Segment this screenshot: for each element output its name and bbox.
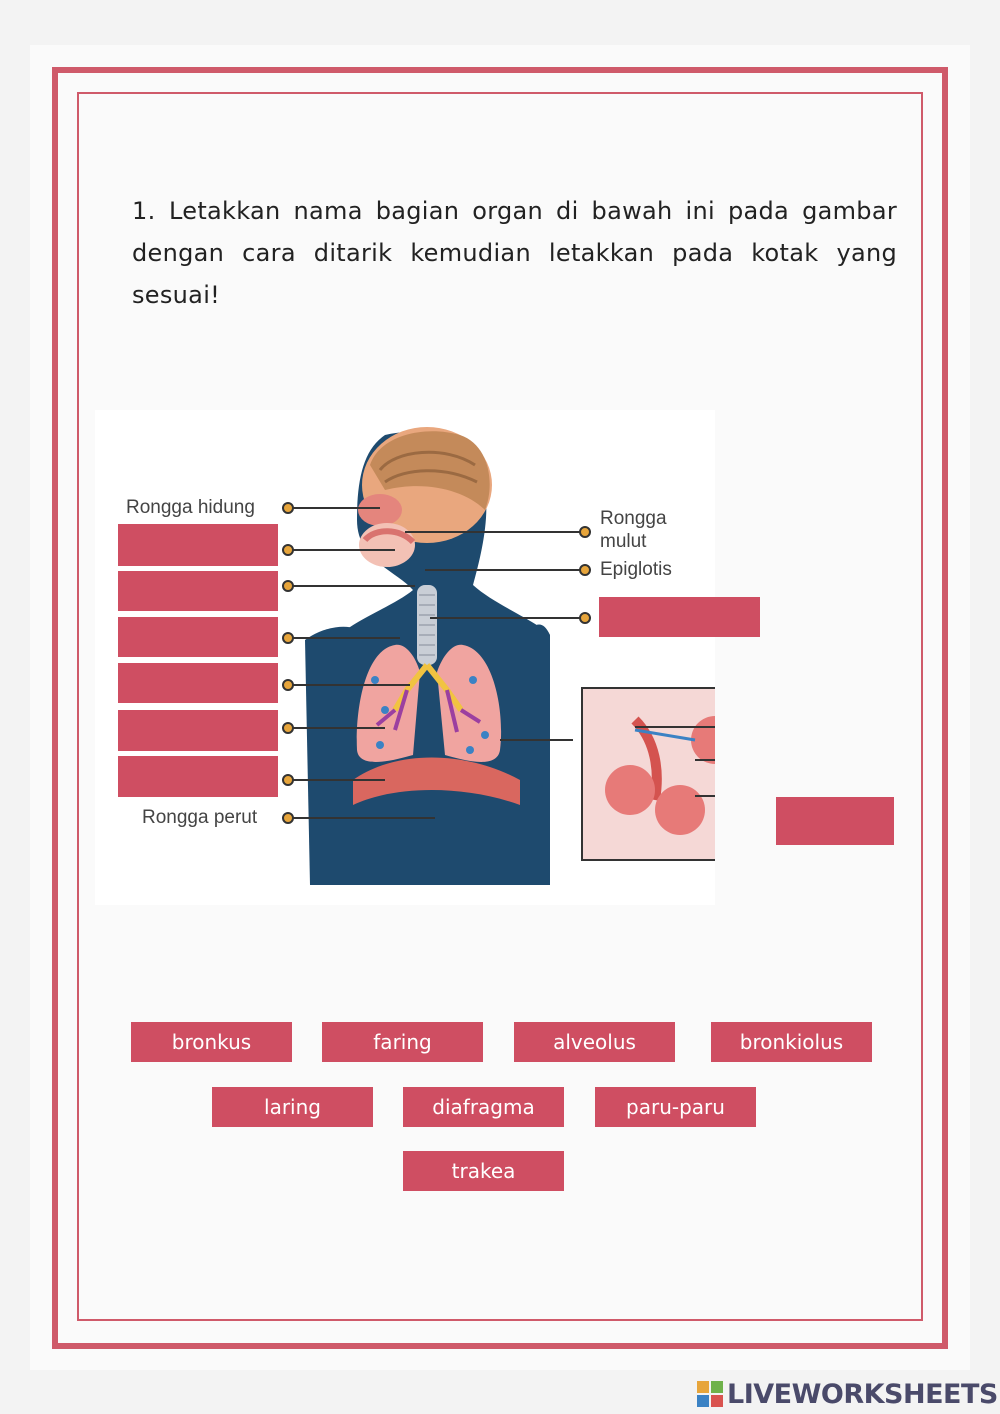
liveworksheets-logo-icon <box>697 1381 723 1407</box>
instruction-text <box>132 190 897 316</box>
word-chip-diafragma[interactable]: diafragma <box>403 1087 564 1127</box>
label-rongga-perut: Rongga perut <box>142 807 258 828</box>
word-chip-laring[interactable]: laring <box>212 1087 373 1127</box>
word-chip-alveolus[interactable]: alveolus <box>514 1022 675 1062</box>
respiratory-system-illustration <box>95 410 715 905</box>
drop-box-4[interactable] <box>118 663 278 703</box>
word-chip-faring[interactable]: faring <box>322 1022 483 1062</box>
drop-box-3[interactable] <box>118 617 278 657</box>
label-rongga-mulut-line2: mulut <box>600 531 647 552</box>
drop-box-6[interactable] <box>118 756 278 797</box>
label-rongga-mulut-line1: Rongga <box>600 508 667 529</box>
word-chip-trakea[interactable]: trakea <box>403 1151 564 1191</box>
instruction-body: Letakkan nama bagian organ di bawah ini pada gambar dengan cara ditarik kemudian letakkan pada kotak yang sesuai! <box>132 197 897 309</box>
label-epiglotis: Epiglotis <box>600 559 672 580</box>
word-chip-paru-paru[interactable]: paru-paru <box>595 1087 756 1127</box>
instruction-number: 1. <box>132 197 156 225</box>
respiratory-diagram <box>95 410 715 905</box>
liveworksheets-brand <box>697 1380 998 1408</box>
word-chip-bronkus[interactable]: bronkus <box>131 1022 292 1062</box>
drop-box-5[interactable] <box>118 710 278 751</box>
drop-box-8[interactable] <box>776 797 894 845</box>
drop-box-1[interactable] <box>118 524 278 566</box>
drop-box-2[interactable] <box>118 571 278 611</box>
brand-name: LIVEWORKSHEETS <box>727 1378 998 1410</box>
drop-box-7[interactable] <box>599 597 760 637</box>
label-rongga-hidung: Rongga hidung <box>126 497 255 518</box>
word-chip-bronkiolus[interactable]: bronkiolus <box>711 1022 872 1062</box>
